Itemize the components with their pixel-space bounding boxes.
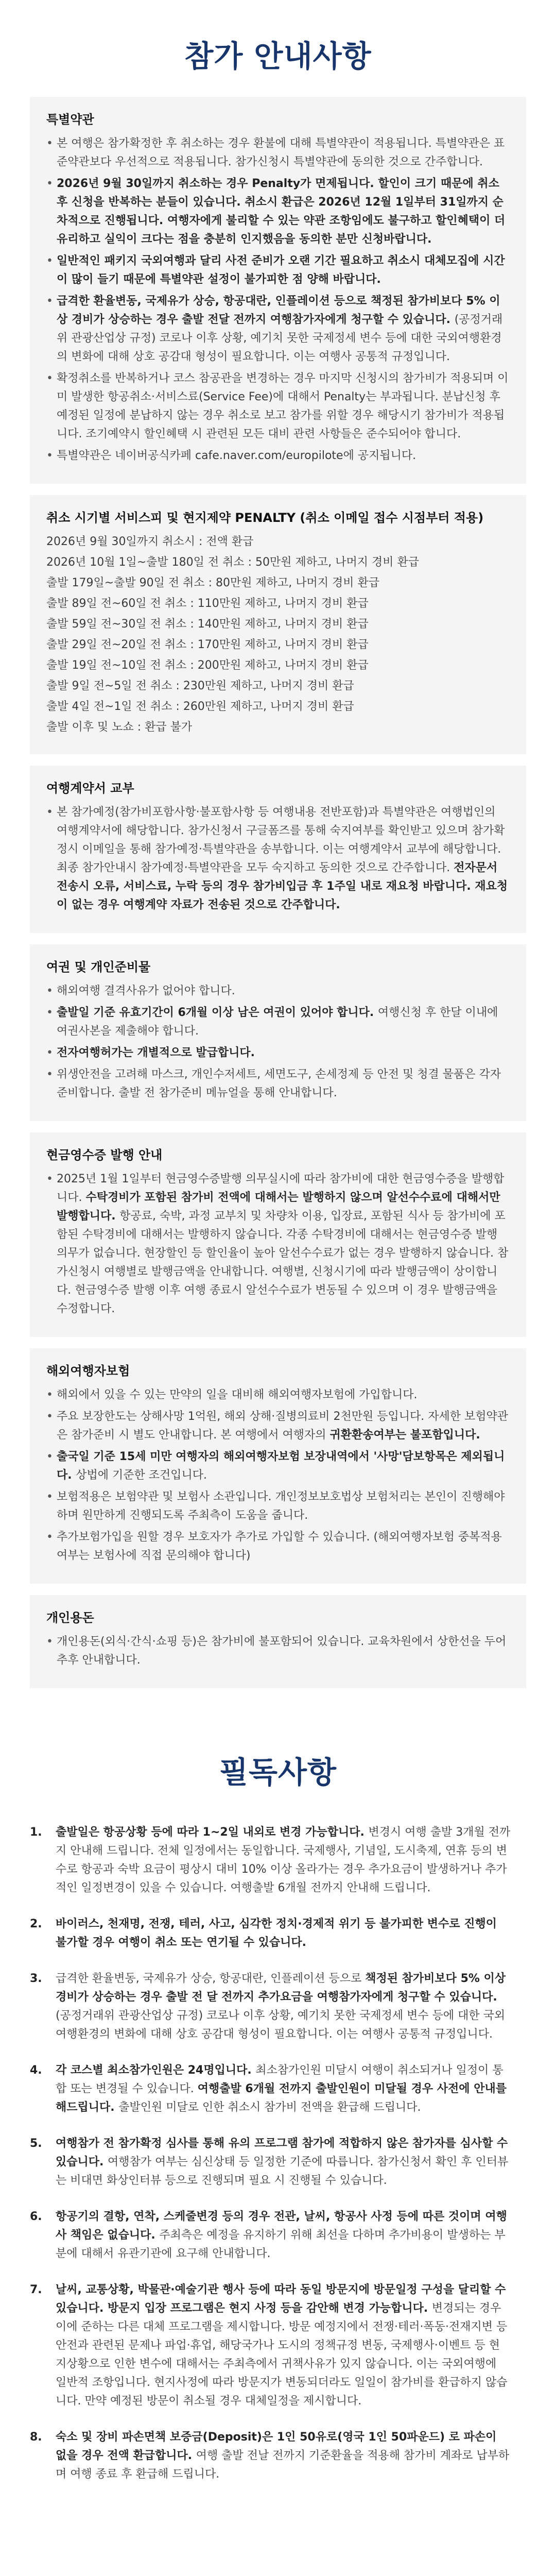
info-blocks bbox=[30, 97, 526, 1688]
item-number: 4. bbox=[30, 2064, 42, 2077]
info-section bbox=[30, 1348, 526, 1584]
body-text: 위생안전을 고려해 마스크, 개인수저세트, 세면도구, 손세정제 등 안전 및 청결 물품은 각자 준비합니다. 출발 전 참가준비 메뉴얼을 통해 안내합니다. bbox=[57, 1068, 501, 1099]
bullet-list bbox=[46, 1633, 510, 1670]
bold-text: 날씨, 교통상황, 박물관·예술기관 행사 등에 따라 동일 방문지에 방문일정 구성을 달리할 수 있습니다. 방문지 입장 프로그램은 현지 사정 등을 감안해 변경 가능합니다. bbox=[56, 2283, 506, 2315]
body-text: 항공료, 숙박, 과정 교부치 및 차량차 이용, 입장료, 포함된 식사 등 참가비에 포함된 수탁경비에 대해서는 발행하지 않습니다. 각종 수탁경비에 대해서는 현금영수증 발행 의무가 없습니다. 현장할인 등 할인율이 높아 알선수수료가 없는 경우 발행하지 않습니다. 참가신청시 여행별로 발행금액을 안내합니다. 여행별, 신청시기에 따라 발행금액이 상이합니다. 현금영수증 발행 이후 여행 종료시 알선수수료가 변동될 수 있으며 이 경우 발행금액을 수정합니다. bbox=[57, 1210, 509, 1315]
must-read-item bbox=[30, 2281, 511, 2411]
list-item bbox=[46, 175, 510, 249]
bold-text: 출발일은 항공상황 등에 따라 1~2일 내외로 변경 가능합니다. bbox=[56, 1826, 369, 1839]
body-text: 해외에서 있을 수 있는 만약의 일을 대비해 해외여행자보험에 가입합니다. bbox=[57, 1388, 418, 1401]
bold-text: 전자여행허가는 개별적으로 발급합니다. bbox=[57, 1046, 255, 1059]
bold-text: 출발일 기준 유효기간이 6개월 이상 남은 여권이 있어야 합니다. bbox=[57, 1006, 378, 1019]
body-text: 확정취소를 반복하거나 코스 참공관을 변경하는 경우 마지막 신청시의 참가비가 적용되며 이미 발생한 항공취소·서비스료(Service Fee)에 대해서 Penalty는 부과됩니다. 분납신청 후 예정된 일정에 분납하지 않는 경우 취소로 보고 참가를 위할 경우 해당시기 참가비가 적용됩니다. 조기예약시 할인혜택 시 관련된 모든 대비 관련 사항들은 준수되어야 합니다. bbox=[57, 372, 509, 440]
page-title: 참가 안내사항 bbox=[184, 39, 372, 74]
item-text bbox=[56, 1915, 511, 1952]
bold-text: 숙소 및 장비 파손면책 보증금(Deposit)은 1인 50유로(영국 1인 50파운드) 로 파손이 없을 경우 전액 환급합니다. bbox=[56, 2431, 497, 2462]
info-section bbox=[30, 97, 526, 484]
penalty-line: 출발 4일 전~1일 전 취소 : 260만원 제하고, 나머지 경비 환급 bbox=[46, 700, 354, 713]
list-item bbox=[46, 1408, 510, 1445]
section-heading: 현금영수증 발행 안내 bbox=[46, 1148, 163, 1162]
must-read-item bbox=[30, 1823, 511, 1897]
body-text: 해외여행 결격사유가 없어야 합니다. bbox=[57, 985, 235, 997]
body-text: 여행참가 여부는 심신상태 등 일정한 기준에 따릅니다. 참가신청서 확인 후 인터뷰는 비대면 화상인터뷰 등으로 진행되며 필요 시 진행될 수 있습니다. bbox=[56, 2156, 509, 2187]
bold-text: 일반적인 패키지 국외여행과 달리 사전 준비가 오랜 기간 필요하고 취소시 대체모집에 시간이 많이 들기 때문에 특별약관 설정이 불가피한 점 양해 바랍니다. bbox=[57, 255, 505, 286]
item-text bbox=[56, 1970, 511, 2044]
list-item bbox=[46, 1528, 510, 1565]
penalty-line: 2026년 10월 1일~출발 180일 전 취소 : 50만원 제하고, 나머지 경비 환급 bbox=[46, 556, 420, 569]
info-section bbox=[30, 1132, 526, 1337]
item-number: 8. bbox=[30, 2431, 42, 2444]
bold-text: 여행출발 6개월 전까지 출발인원이 미달될 경우 사전에 안내를 해드립니다. bbox=[56, 2082, 507, 2114]
bold-text: 각 코스별 최소참가인원은 24명입니다. bbox=[56, 2064, 256, 2077]
penalty-line: 출발 89일 전~60일 전 취소 : 110만원 제하고, 나머지 경비 환급 bbox=[46, 597, 369, 610]
section-heading: 여행계약서 교부 bbox=[46, 781, 134, 795]
bold-text: 항공기의 결항, 연착, 스케줄변경 등의 경우 전관, 날씨, 항공사 사정 등에 따른 것이며 여행사 책임은 없습니다. bbox=[56, 2210, 507, 2242]
body-text: 특별약관은 네이버공식카페 cafe.naver.com/europilote에 공지됩니다. bbox=[57, 449, 416, 462]
body-text: 주요 보장한도는 상해사망 1억원, 해외 상해·질병의료비 2천만원 등입니다. 자세한 보험약관은 참가준비 시 별도 안내합니다. 본 여행에서 여행자의 bbox=[57, 1410, 508, 1442]
info-section bbox=[30, 495, 526, 754]
list-item bbox=[46, 134, 510, 172]
bold-text: 전자문서 전송시 오류, 서비스료, 누락 등의 경우 참가비입금 후 1주일 내로 재요청 바랍니다. 재요청이 없는 경우 여행계약 자료가 전송된 것으로 간주합니다. bbox=[57, 861, 508, 911]
bullet-list bbox=[46, 134, 510, 465]
penalty-line: 2026년 9월 30일까지 취소시 : 전액 환급 bbox=[46, 535, 254, 548]
list-item bbox=[46, 1044, 510, 1062]
bold-text: 여행참가 전 참가확정 심사를 통해 유의 프로그램 참가에 적합하지 않은 참가자를 심사할 수 있습니다. bbox=[56, 2137, 508, 2168]
body-text: 주최측은 예정을 유지하기 위해 최선을 다하며 추가비용이 발생하는 부분에 대해서 유관기관에 요구해 안내합니다. bbox=[56, 2229, 506, 2260]
body-text: 추가보험가입을 원할 경우 보호자가 추가로 가입할 수 있습니다. (해외여행자보험 중복적용 여부는 보험사에 직접 문의해야 합니다) bbox=[57, 1531, 502, 1562]
penalty-line: 출발 9일 전~5일 전 취소 : 230만원 제하고, 나머지 경비 환급 bbox=[46, 680, 354, 692]
body-text: 여행신청 후 한달 이내에 여권사본을 제출해야 합니다. bbox=[57, 1006, 498, 1038]
section-heading: 취소 시기별 서비스피 및 현지제약 PENALTY (취소 이메일 접수 시점부터 적용) bbox=[46, 511, 484, 525]
penalty-line: 출발 이후 및 노쇼 : 환급 불가 bbox=[46, 721, 193, 734]
item-text bbox=[56, 2428, 511, 2484]
bold-text: 책정된 참가비보다 5% 이상 경비가 상승하는 경우 출발 전 달 전까지 추가요금을 여행참가자에게 청구할 수 있습니다. bbox=[56, 1972, 506, 2004]
bold-text: 출국일 기준 15세 미만 여행자의 해외여행자보험 보장내역에서 '사망'담보항목은 제외됩니다. bbox=[57, 1450, 505, 1482]
list-item bbox=[46, 1004, 510, 1041]
must-read-item bbox=[30, 2208, 511, 2263]
item-number: 5. bbox=[30, 2137, 42, 2150]
section-heading: 특별약관 bbox=[46, 112, 94, 127]
bullet-list bbox=[46, 1170, 510, 1318]
body-text: (공정거래위 관광산업상 규정) 코로나 이후 상황, 예기치 못한 국제정세 변수 등에 대한 국외여행환경의 변화에 대해 상호 공감대 형성이 필요합니다. 이는 여행사 공통적 규정입니다. bbox=[56, 2009, 506, 2041]
item-text bbox=[56, 1823, 511, 1897]
bullet-list bbox=[46, 803, 510, 914]
item-number: 2. bbox=[30, 1918, 42, 1930]
penalty-table bbox=[46, 533, 510, 737]
body-text: 여행 출발 전날 전까지 기준환율을 적용해 참가비 계좌로 납부하며 여행 종료 후 환급해 드립니다. bbox=[56, 2449, 510, 2481]
body-text: 최소참가인원 미달시 여행이 취소되거나 일정이 통합 또는 변경될 수 있습니다. bbox=[56, 2064, 503, 2095]
section-heading: 여권 및 개인준비물 bbox=[46, 960, 151, 974]
info-section bbox=[30, 944, 526, 1121]
body-text: 변경되는 경우 이에 준하는 다른 대체 프로그램을 제시합니다. 방문 예정지에서 전쟁·테러·폭동·전재지변 등 안전과 관련된 문제나 파업·휴업, 해당국가나 도시의 정책규정 변동, 국제행사·이벤트 등 현지상황으로 인한 변수에 대해서는 주최측에서 귀책사유가 있지 않습니다. 이는 국외여행에 일반적 조항입니다. 현지사정에 따라 방문지가 변동되더라도 일일이 참가비를 환급하지 않습니다. 만약 예정된 방문이 취소될 경우 대체일정을 제시합니다. bbox=[56, 2302, 508, 2408]
section-heading: 해외여행자보험 bbox=[46, 1364, 130, 1378]
item-number: 3. bbox=[30, 1972, 42, 1985]
list-item bbox=[46, 292, 510, 366]
list-item bbox=[46, 803, 510, 914]
must-read-title: 필독사항 bbox=[219, 1755, 337, 1790]
item-text bbox=[56, 2281, 511, 2411]
must-read-item bbox=[30, 2134, 511, 2190]
bold-text: 2026년 9월 30일까지 취소하는 경우 Penalty가 면제됩니다. 할인이 크기 때문에 취소 후 신청을 반복하는 분들이 있습니다. 취소시 환급은 2026년 12월 1일부터 31일까지 순차적으로 진행됩니다. 여행자에게 불리할 수 있는 약관 조항임에도 불구하고 할인혜택이 더 유리하고 실익이 크다는 점을 충분히 인지했음을 동의한 분만 신청바랍니다. bbox=[57, 177, 506, 246]
item-text bbox=[56, 2208, 511, 2263]
info-section bbox=[30, 1595, 526, 1688]
bullet-list bbox=[46, 1386, 510, 1565]
bold-text: 급격한 환율변동, 국제유가 상승, 항공대란, 인플레이션 등으로 책정된 참가비보다 5% 이상 경비가 상승하는 경우 출발 전달 전까지 여행참가자에게 청구할 수 있습니다. bbox=[57, 295, 500, 326]
bold-text: 바이러스, 천재명, 전쟁, 테러, 사고, 심각한 정치·경제적 위기 등 불가피한 변수로 진행이 불가할 경우 여행이 취소 또는 연기될 수 있습니다. bbox=[56, 1918, 497, 1949]
list-item bbox=[46, 982, 510, 1001]
item-text bbox=[56, 2061, 511, 2117]
item-text bbox=[56, 2134, 511, 2190]
list-item bbox=[46, 252, 510, 289]
bold-text: 귀환환송여부는 불포함입니다. bbox=[329, 1429, 480, 1442]
body-text: 상법에 기준한 조건입니다. bbox=[76, 1469, 207, 1482]
body-text: 보험적용은 보험약관 및 보험사 소관입니다. 개인정보보호법상 보험처리는 본인이 진행해야 하며 원만하게 진행되도록 주최측이 도움을 줍니다. bbox=[57, 1490, 505, 1522]
body-text: 본 여행은 참가확정한 후 취소하는 경우 환불에 대해 특별약관이 적용됩니다. 특별약관은 표준약관보다 우선적으로 적용됩니다. 참가신청시 특별약관에 동의한 것으로 간주합니다. bbox=[57, 137, 505, 168]
list-item bbox=[46, 369, 510, 444]
list-item bbox=[46, 1065, 510, 1103]
list-item bbox=[46, 1386, 510, 1404]
item-number: 7. bbox=[30, 2283, 42, 2296]
item-number: 6. bbox=[30, 2210, 42, 2223]
section-heading: 개인용돈 bbox=[46, 1611, 94, 1625]
must-read-item bbox=[30, 1970, 511, 2044]
body-text: 변경시 여행 출발 3개월 전까지 안내해 드립니다. 전체 일정에서는 동일합니다. 국제행사, 기념일, 도시축제, 연휴 등의 변수로 항공과 숙박 요금이 평상시 대비 10% 이상 올라가는 경우 추가요금이 발생하거나 추가적인 일정변경이 있을 수 있습니다. 여행출발 6개월 전까지 안내해 드립니다. bbox=[56, 1826, 511, 1894]
body-text: 출발인원 미달로 인한 취소시 참가비 전액을 환급해 드립니다. bbox=[118, 2101, 421, 2114]
penalty-line: 출발 179일~출발 90일 전 취소 : 80만원 제하고, 나머지 경비 환급 bbox=[46, 577, 380, 589]
list-item bbox=[46, 1633, 510, 1670]
body-text: 개인용돈(외식·간식·쇼핑 등)은 참가비에 불포함되어 있습니다. 교육차원에서 상한선을 두어 추후 안내합니다. bbox=[57, 1635, 507, 1667]
penalty-line: 출발 59일 전~30일 전 취소 : 140만원 제하고, 나머지 경비 환급 bbox=[46, 618, 369, 631]
body-text: (공정거래위 관광산업상 규정) 코로나 이후 상황, 예기치 못한 국제정세 변수 등에 대한 국외여행환경의 변화에 대해 상호 공감대 형성이 필요합니다. 이는 여행사 공통적 규정입니다. bbox=[57, 313, 503, 363]
body-text: 본 참가예정(참가비포함사항·불포함사항 등 여행내용 전반포함)과 특별약관은 여행법인의 여행계약서에 해당합니다. 참가신청서 구글폼즈를 통해 숙지여부를 확인받고 있으며 참가확정시 이메일을 통해 참가예정·특별약관을 송부합니다. 이는 여행계약서 교부에 해당합니다. 최종 참가안내시 참가예정·특별약관을 모두 숙지하고 동의한 것으로 간주합니다. bbox=[57, 806, 505, 874]
must-read-item bbox=[30, 2428, 511, 2484]
list-item bbox=[46, 1170, 510, 1318]
body-text: 2025년 1월 1일부터 현금영수증발행 의무실시에 따라 참가비에 대한 현금영수증을 발행합니다. bbox=[57, 1173, 505, 1204]
penalty-line: 출발 29일 전~20일 전 취소 : 170만원 제하고, 나머지 경비 환급 bbox=[46, 638, 369, 651]
must-read-item bbox=[30, 2061, 511, 2117]
must-read-list bbox=[30, 1823, 526, 2484]
item-number: 1. bbox=[30, 1826, 42, 1839]
list-item bbox=[46, 1488, 510, 1525]
bullet-list bbox=[46, 982, 510, 1103]
body-text: 급격한 환율변동, 국제유가 상승, 항공대란, 인플레이션 등으로 bbox=[56, 1972, 366, 1985]
info-section bbox=[30, 766, 526, 933]
must-read-item bbox=[30, 1915, 511, 1952]
bold-text: 수탁경비가 포함된 참가비 전액에 대해서는 발행하지 않으며 알선수수료에 대해서만 발행합니다. bbox=[57, 1191, 500, 1223]
penalty-line: 출발 19일 전~10일 전 취소 : 200만원 제하고, 나머지 경비 환급 bbox=[46, 659, 369, 672]
list-item bbox=[46, 447, 510, 465]
list-item bbox=[46, 1448, 510, 1485]
